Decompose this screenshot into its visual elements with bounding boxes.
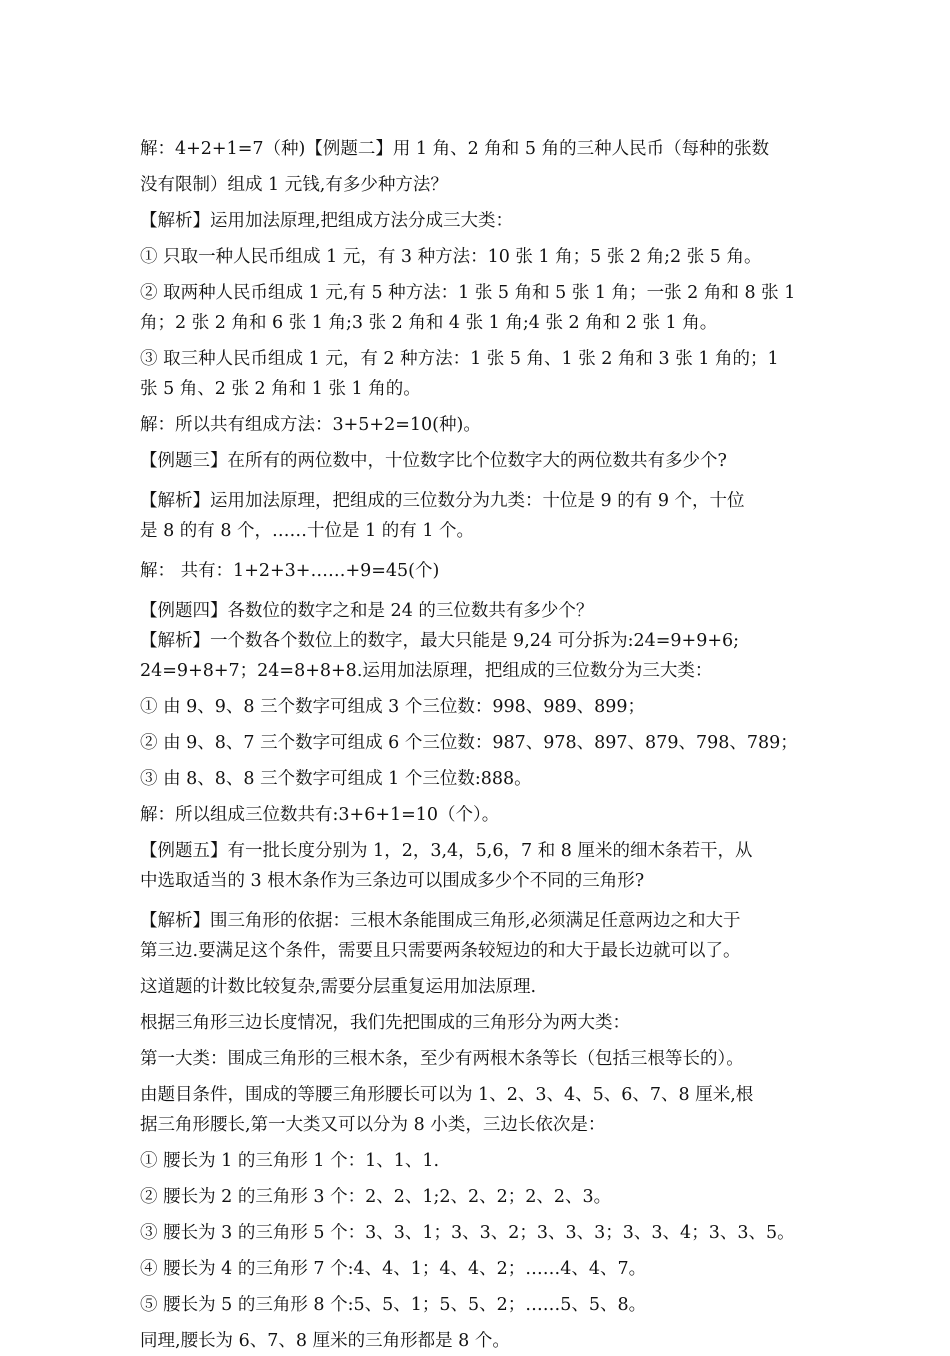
text-line: 【解析】运用加法原理，把组成的三位数分为九类：十位是 9 的有 9 个，十位 — [140, 491, 745, 511]
text-line: ③ 腰长为 3 的三角形 5 个：3、3、1；3、3、2；3、3、3；3、3、4；3、3、5。 — [140, 1223, 795, 1243]
text-line: ⑤ 腰长为 5 的三角形 8 个:5、5、1；5、5、2；……5、5、8。 — [140, 1295, 647, 1315]
text-line: ① 腰长为 1 的三角形 1 个：1、1、1. — [140, 1151, 440, 1171]
text-line: 中选取适当的 3 根木条作为三条边可以围成多少个不同的三角形? — [140, 871, 645, 891]
text-line: 解： 共有：1+2+3+……+9=45(个) — [140, 561, 440, 581]
text-line: ③ 由 8、8、8 三个数字可组成 1 个三位数:888。 — [140, 769, 532, 789]
text-line: ② 取两种人民币组成 1 元,有 5 种方法：1 张 5 角和 5 张 1 角；一张 2 角和 8 张 1 — [140, 283, 796, 303]
text-line: 【例题五】有一批长度分别为 1，2，3,4，5,6，7 和 8 厘米的细木条若干，从 — [140, 841, 753, 861]
text-line: 没有限制）组成 1 元钱,有多少种方法？ — [140, 175, 448, 195]
text-line: 解：4+2+1=7（种)【例题二】用 1 角、2 角和 5 角的三种人民币（每种的张数 — [140, 139, 770, 159]
text-line: 【例题四】各数位的数字之和是 24 的三位数共有多少个？ — [140, 601, 594, 621]
text-line: 根据三角形三边长度情况，我们先把围成的三角形分为两大类： — [140, 1013, 630, 1033]
text-line: 【例题三】在所有的两位数中，十位数字比个位数字大的两位数共有多少个? — [140, 451, 727, 471]
text-line: 是 8 的有 8 个，……十位是 1 的有 1 个。 — [140, 521, 475, 541]
text-line: 角；2 张 2 角和 6 张 1 角;3 张 2 角和 4 张 1 角;4 张 2 角和 2 张 1 角。 — [140, 313, 718, 333]
text-line: 解：所以共有组成方法：3+5+2=10(种)。 — [140, 415, 481, 435]
text-line: 【解析】一个数各个数位上的数字，最大只能是 9,24 可分拆为:24=9+9+6; — [140, 631, 740, 651]
text-line: ③ 取三种人民币组成 1 元，有 2 种方法：1 张 5 角、1 张 2 角和 3 张 1 角的；1 — [140, 349, 779, 369]
text-line: 24=9+8+7；24=8+8+8.运用加法原理，把组成的三位数分为三大类： — [140, 661, 713, 681]
document-page — [140, 134, 810, 1356]
text-line: 张 5 角、2 张 2 角和 1 张 1 角的。 — [140, 379, 421, 399]
text-line: 第三边.要满足这个条件，需要且只需要两条较短边的和大于最长边就可以了。 — [140, 941, 741, 961]
text-line: 【解析】运用加法原理,把组成方法分成三大类： — [140, 211, 514, 231]
text-line: 【解析】围三角形的依据：三根木条能围成三角形,必须满足任意两边之和大于 — [140, 911, 741, 931]
text-line: 解：所以组成三位数共有:3+6+1=10（个）。 — [140, 805, 500, 825]
text-line: ① 只取一种人民币组成 1 元，有 3 种方法：10 张 1 角；5 张 2 角;2 张 5 角。 — [140, 247, 762, 267]
text-line: ② 由 9、8、7 三个数字可组成 6 个三位数：987、978、897、879、798、789； — [140, 733, 798, 753]
text-line: ① 由 9、9、8 三个数字可组成 3 个三位数：998、989、899； — [140, 697, 646, 717]
text-line: ④ 腰长为 4 的三角形 7 个:4、4、1；4、4、2；……4、4、7。 — [140, 1259, 647, 1279]
text-line: 据三角形腰长,第一大类又可以分为 8 小类，三边长依次是： — [140, 1115, 606, 1135]
text-line: 第一大类：围成三角形的三根木条，至少有两根木条等长（包括三根等长的）。 — [140, 1049, 744, 1069]
text-line: 同理,腰长为 6、7、8 厘米的三角形都是 8 个。 — [140, 1331, 510, 1351]
text-line: 这道题的计数比较复杂,需要分层重复运用加法原理. — [140, 977, 537, 997]
text-line: ② 腰长为 2 的三角形 3 个：2、2、1;2、2、2；2、2、3。 — [140, 1187, 612, 1207]
text-line: 由题目条件，围成的等腰三角形腰长可以为 1、2、3、4、5、6、7、8 厘米,根 — [140, 1085, 754, 1105]
